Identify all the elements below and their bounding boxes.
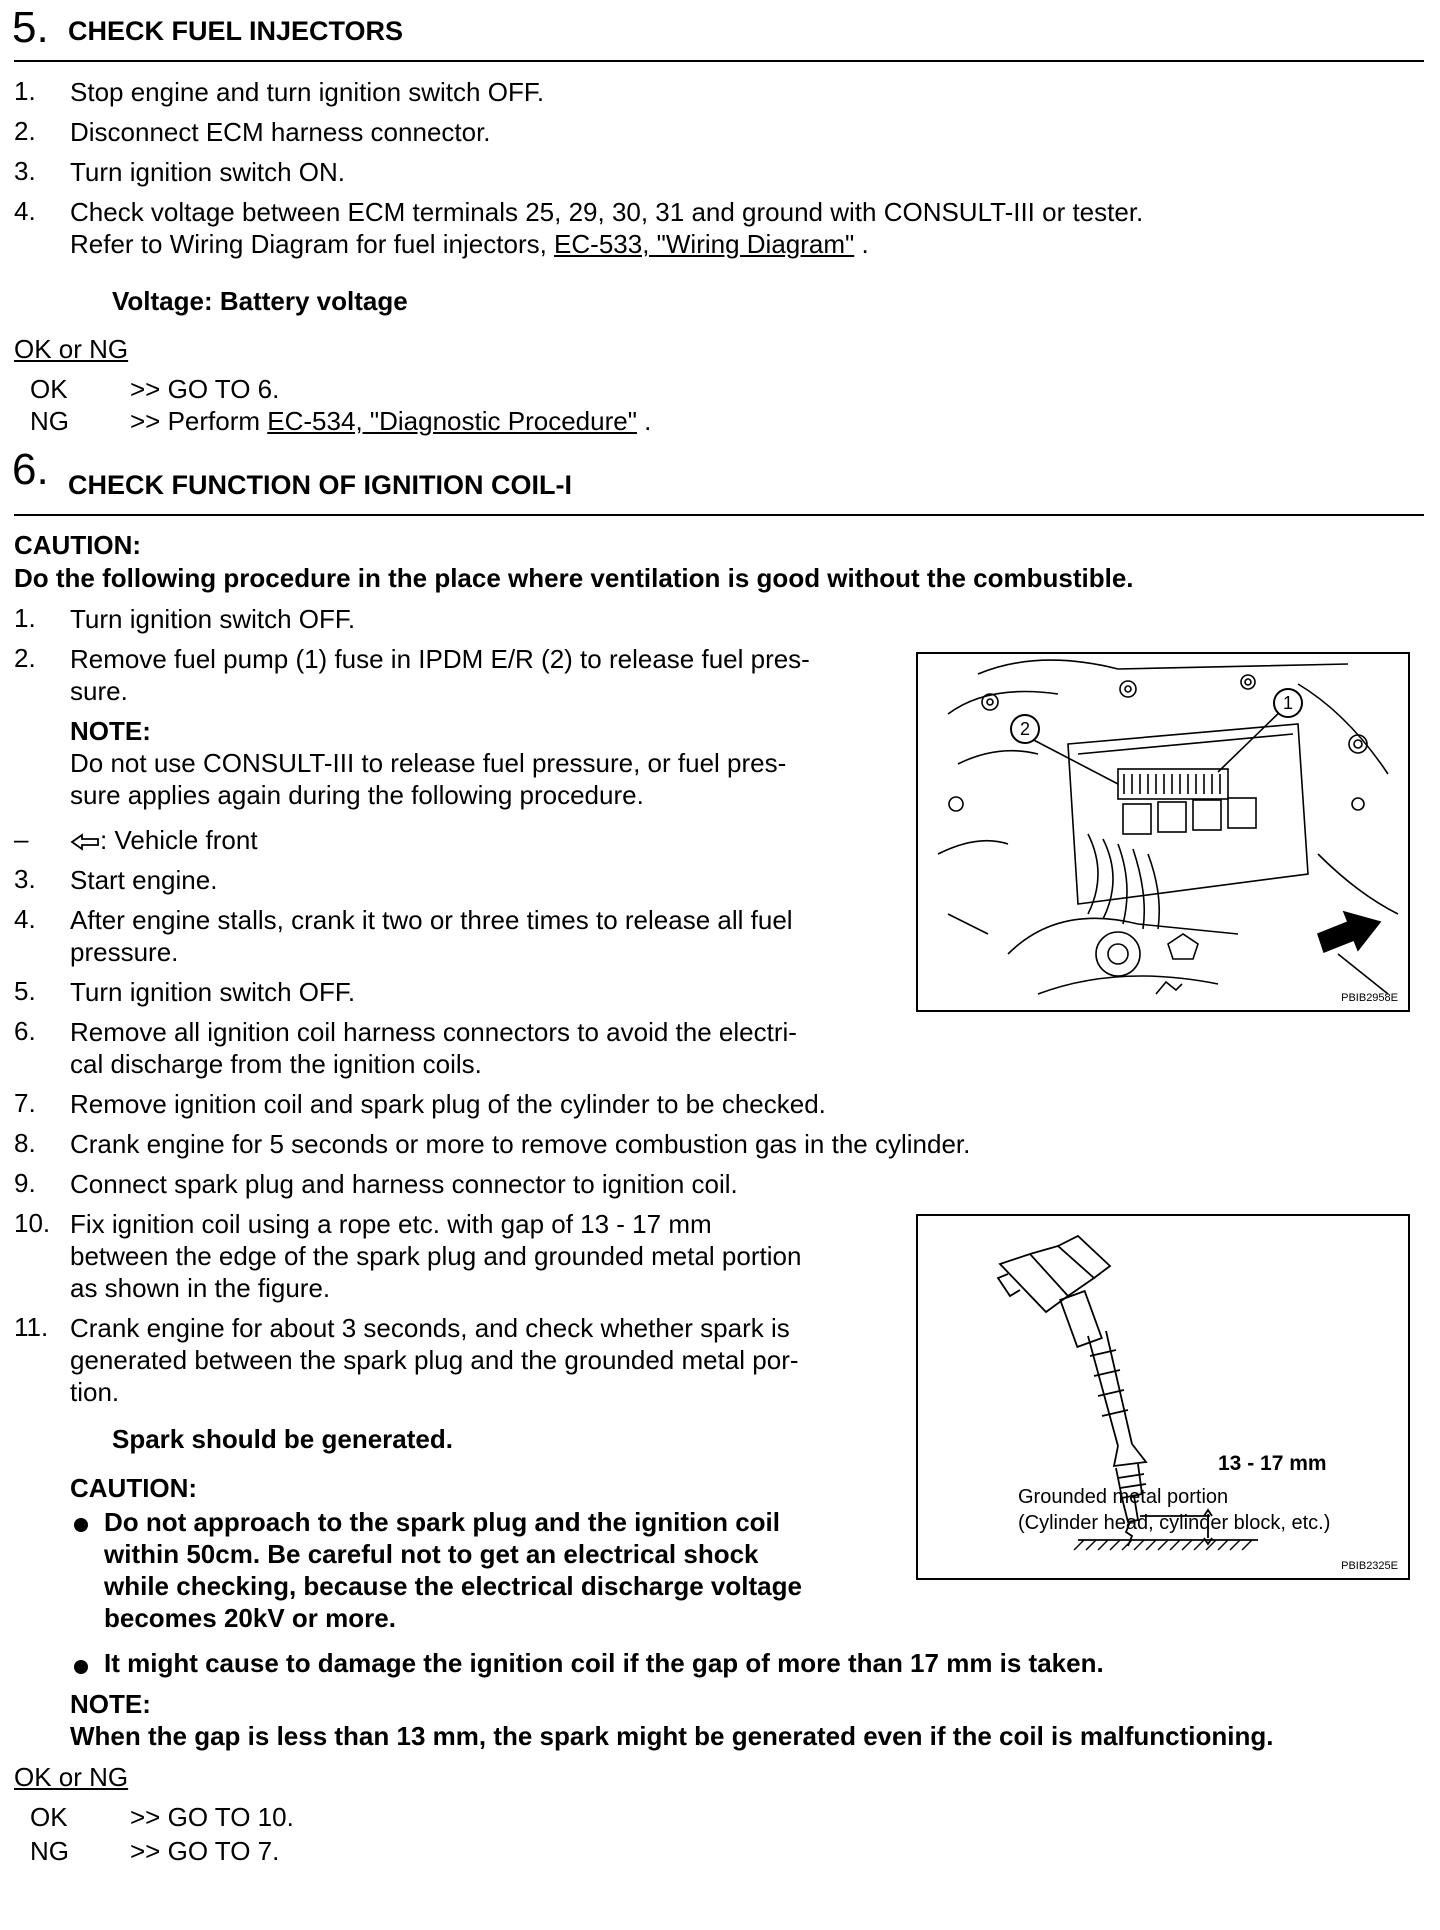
list-item: Crank engine for 5 seconds or more to remove combustion gas in the cylinder.: [70, 1129, 971, 1159]
ng-action: >> GO TO 7.: [130, 1836, 280, 1866]
list-number: 11.: [14, 1312, 49, 1342]
step-5-title: CHECK FUEL INJECTORS: [68, 16, 404, 46]
list-item: Connect spark plug and harness connector to ignition coil.: [70, 1169, 738, 1199]
list-item: Stop engine and turn ignition switch OFF.: [70, 77, 545, 107]
ng-action: >> Perform EC-534, "Diagnostic Procedure" .: [130, 406, 652, 436]
list-item: Remove all ignition coil harness connectors to avoid the electri-: [70, 1017, 797, 1047]
list-item-cont: cal discharge from the ignition coils.: [70, 1049, 482, 1079]
step-6-number: 6.: [12, 445, 49, 494]
callout-1: 1: [1273, 688, 1303, 718]
list-number: 1.: [14, 76, 36, 106]
list-item-cont: as shown in the figure.: [70, 1273, 331, 1303]
ok-label: OK: [30, 374, 68, 404]
list-number: 2.: [14, 116, 36, 146]
note-label: NOTE:: [70, 716, 151, 746]
ok-action: >> GO TO 6.: [130, 374, 280, 404]
vehicle-front-legend: : Vehicle front: [70, 824, 258, 858]
wiring-diagram-link[interactable]: EC-533, "Wiring Diagram": [554, 229, 855, 259]
list-number: 4.: [14, 904, 36, 934]
caution-bullet: It might cause to damage the ignition coil if the gap of more than 17 mm is taken.: [104, 1648, 1104, 1678]
list-item: Remove fuel pump (1) fuse in IPDM E/R (2) to release fuel pres-: [70, 644, 810, 674]
ok-or-ng-label: OK or NG: [14, 1762, 129, 1792]
list-item: Fix ignition coil using a rope etc. with gap of 13 - 17 mm: [70, 1209, 712, 1239]
list-item: Check voltage between ECM terminals 25, 29, 30, 31 and ground with CONSULT-III or tester.: [70, 197, 1144, 227]
ipdm-figure: [916, 652, 1410, 1012]
list-number: 6.: [14, 1016, 36, 1046]
step-6-title: CHECK FUNCTION OF IGNITION COIL-I: [68, 470, 572, 500]
caution-bullet: Do not approach to the spark plug and the ignition coil within 50cm. Be careful not to get an electrical shock while checking, because the electrical discharge voltage becomes 20kV or more.: [104, 1507, 802, 1633]
list-number: 1.: [14, 603, 36, 633]
caution-label: CAUTION:: [70, 1473, 198, 1503]
figure-code: PBIB2325E: [1341, 1560, 1398, 1572]
list-item: After engine stalls, crank it two or three times to release all fuel: [70, 905, 793, 935]
diagnostic-procedure-link[interactable]: EC-534, "Diagnostic Procedure": [267, 406, 637, 436]
list-item: Disconnect ECM harness connector.: [70, 117, 491, 147]
list-item: Turn ignition switch OFF.: [70, 977, 356, 1007]
arrow-left-outline-icon: [70, 826, 100, 858]
list-item: Crank engine for about 3 seconds, and check whether spark is: [70, 1313, 790, 1343]
callout-2: 2: [1010, 714, 1040, 744]
list-item-cont: between the edge of the spark plug and grounded metal portion: [70, 1241, 802, 1271]
ng-label: NG: [30, 1836, 69, 1866]
list-item: Start engine.: [70, 865, 218, 895]
ground-sublabel: (Cylinder head, cylinder block, etc.): [1018, 1512, 1331, 1534]
ok-label: OK: [30, 1802, 68, 1832]
figure-code: PBIB2958E: [1341, 992, 1398, 1004]
list-number: 10.: [14, 1208, 51, 1238]
ground-label: Grounded metal portion: [1018, 1486, 1229, 1508]
note-text: Do not use CONSULT-III to release fuel pressure, or fuel pres-: [70, 748, 787, 778]
caution-text: Do the following procedure in the place where ventilation is good without the combustible.: [14, 563, 1134, 593]
dash-marker: –: [14, 824, 29, 854]
ok-action: >> GO TO 10.: [130, 1802, 294, 1832]
section-divider: [14, 60, 1424, 62]
list-item: Turn ignition switch ON.: [70, 157, 346, 187]
voltage-spec: Voltage: Battery voltage: [112, 286, 408, 316]
bullet-icon: [74, 1660, 88, 1674]
section-divider: [14, 514, 1424, 516]
wiring-reference: Refer to Wiring Diagram for fuel injectors, EC-533, "Wiring Diagram" .: [70, 229, 869, 259]
list-item: Remove ignition coil and spark plug of the cylinder to be checked.: [70, 1089, 826, 1119]
list-item: Turn ignition switch OFF.: [70, 604, 356, 634]
list-number: 4.: [14, 196, 36, 226]
list-number: 8.: [14, 1128, 36, 1158]
list-number: 2.: [14, 643, 36, 673]
list-item-cont: sure.: [70, 676, 128, 706]
list-item-cont: generated between the spark plug and the grounded metal por-: [70, 1345, 799, 1375]
note-label: NOTE:: [70, 1689, 151, 1719]
list-number: 3.: [14, 156, 36, 186]
ok-or-ng-label: OK or NG: [14, 334, 129, 364]
list-number: 9.: [14, 1168, 36, 1198]
list-item-cont: pressure.: [70, 937, 179, 967]
list-number: 3.: [14, 864, 36, 894]
gap-dimension-label: 13 - 17 mm: [1218, 1452, 1327, 1475]
note-text: sure applies again during the following procedure.: [70, 780, 644, 810]
spark-gap-figure: [916, 1214, 1410, 1580]
caution-label: CAUTION:: [14, 530, 142, 560]
list-item-cont: tion.: [70, 1377, 120, 1407]
list-number: 7.: [14, 1088, 36, 1118]
note-text: When the gap is less than 13 mm, the spark might be generated even if the coil is malfunctioning.: [70, 1721, 1274, 1751]
ipdm-illustration: [918, 654, 1408, 1010]
step-5-number: 5.: [12, 3, 49, 52]
list-number: 5.: [14, 976, 36, 1006]
ng-label: NG: [30, 406, 69, 436]
spark-spec: Spark should be generated.: [112, 1424, 453, 1454]
bullet-icon: [74, 1518, 88, 1532]
